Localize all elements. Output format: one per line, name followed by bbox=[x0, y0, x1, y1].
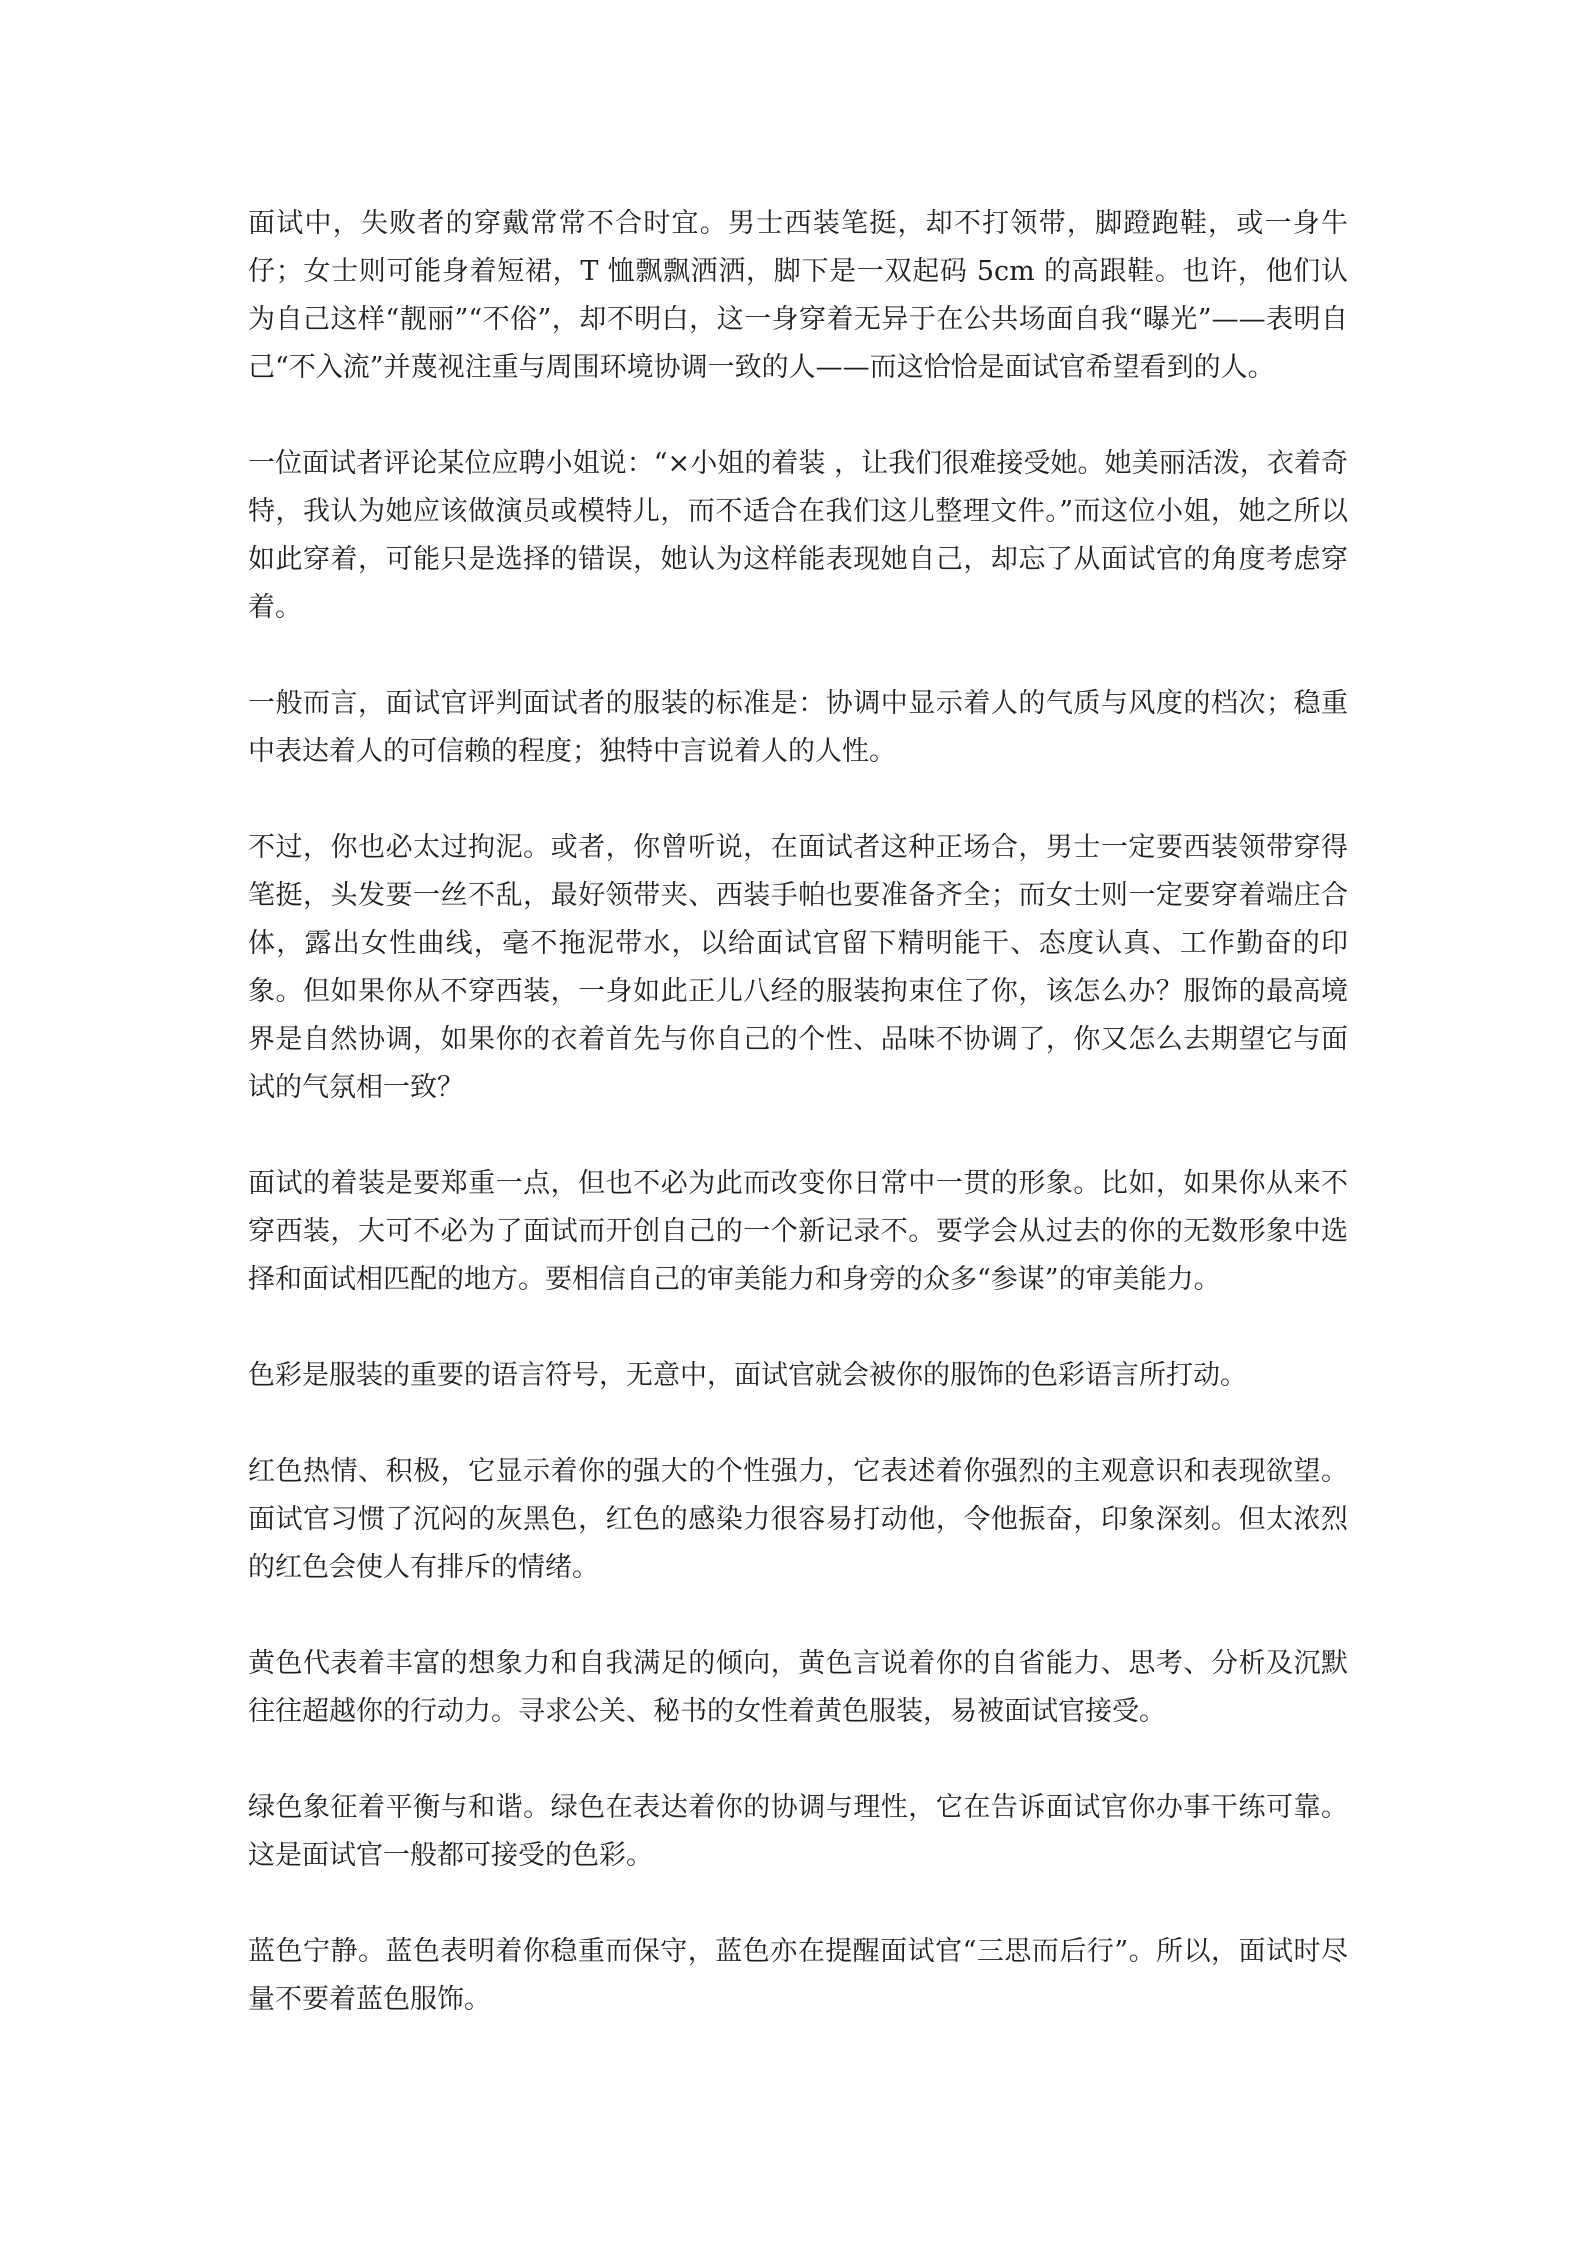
paragraph-attire-mismatch: 面试中，失败者的穿戴常常不合时宜。男士西装笔挺，却不打领带，脚蹬跑鞋，或一身牛仔；女士则可能身着短裙，T 恤飘飘洒洒，脚下是一双起码 5cm 的高跟鞋。也许，他们认为自己这样“靓丽”“不俗”，却不明白，这一身穿着无异于在公共场面自我“曝光”——表明自己“不入流”并蔑视注重与周围环境协调一致的人——而这恰恰是面试官希望看到的人。 bbox=[248, 208, 1348, 383]
paragraph-not-too-rigid: 不过，你也必太过拘泥。或者，你曾听说，在面试者这种正场合，男士一定要西装领带穿得笔挺，头发要一丝不乱，最好领带夹、西装手帕也要准备齐全；而女士则一定要穿着端庄合体，露出女性曲线，毫不拖泥带水，以给面试官留下精明能干、态度认真、工作勤奋的印象。但如果你从不穿西装，一身如此正儿八经的服装拘束住了你，该怎么办？服饰的最高境界是自然协调，如果你的衣着首先与你自己的个性、品味不协调了，你又怎么去期望它与面试的气氛相一致？ bbox=[248, 832, 1348, 1103]
paragraph-evaluation-standard: 一般而言，面试官评判面试者的服装的标准是：协调中显示着人的气质与风度的档次；稳重中表达着人的可信赖的程度；独特中言说着人的人性。 bbox=[248, 688, 1348, 767]
paragraph-yellow: 黄色代表着丰富的想象力和自我满足的倾向，黄色言说着你的自省能力、思考、分析及沉默往往超越你的行动力。寻求公关、秘书的女性着黄色服装，易被面试官接受。 bbox=[248, 1648, 1348, 1727]
paragraph-blue: 蓝色宁静。蓝色表明着你稳重而保守，蓝色亦在提醒面试官“三思而后行”。所以，面试时尽量不要着蓝色服饰。 bbox=[248, 1936, 1348, 2015]
paragraph-interviewer-comment: 一位面试者评论某位应聘小姐说：“×小姐的着装 ，让我们很难接受她。她美丽活泼，衣着奇特，我认为她应该做演员或模特儿，而不适合在我们这儿整理文件。”而这位小姐，她之所以如此穿着，可能只是选择的错误，她认为这样能表现她自己，却忘了从面试官的角度考虑穿着。 bbox=[248, 448, 1348, 623]
paragraph-consistent-image: 面试的着装是要郑重一点，但也不必为此而改变你日常中一贯的形象。比如，如果你从来不穿西装，大可不必为了面试而开创自己的一个新记录不。要学会从过去的你的无数形象中选择和面试相匹配的地方。要相信自己的审美能力和身旁的众多“参谋”的审美能力。 bbox=[248, 1168, 1348, 1295]
paragraph-green: 绿色象征着平衡与和谐。绿色在表达着你的协调与理性，它在告诉面试官你办事干练可靠。这是面试官一般都可接受的色彩。 bbox=[248, 1792, 1348, 1871]
document-body bbox=[248, 200, 1348, 2072]
paragraph-color-language: 色彩是服装的重要的语言符号，无意中，面试官就会被你的服饰的色彩语言所打动。 bbox=[248, 1360, 1247, 1391]
paragraph-red: 红色热情、积极，它显示着你的强大的个性强力，它表述着你强烈的主观意识和表现欲望。面试官习惯了沉闷的灰黑色，红色的感染力很容易打动他，令他振奋，印象深刻。但太浓烈的红色会使人有排斥的情绪。 bbox=[248, 1456, 1348, 1583]
